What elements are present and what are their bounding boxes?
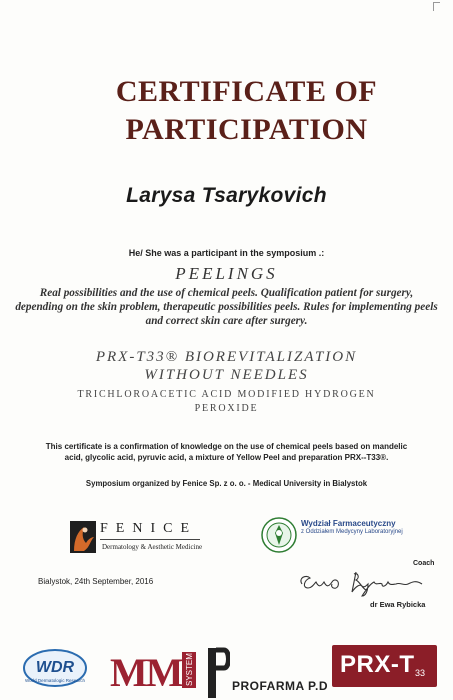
product-subtitle-line1: TRICHLOROACETIC ACID MODIFIED HYDROGEN: [77, 389, 376, 400]
corner-mark: [433, 2, 440, 11]
pharma-wordmark: PROFARMA P.D: [232, 679, 329, 693]
fenice-divider: [100, 539, 200, 540]
topic-description-line: depending on the skin problem, therapeutic possibilities peels. Rules for implementing peels: [15, 301, 438, 313]
fenice-emblem-icon: [70, 521, 98, 555]
faculty-logo: [261, 515, 441, 559]
fenice-subtitle: Dermatology & Aesthetic Medicine: [102, 543, 203, 551]
topic-description: [0, 286, 453, 328]
topic-description-line: and correct skin care after surgery.: [145, 315, 308, 327]
topic-title: PEELINGS: [175, 264, 278, 283]
faculty-subtitle: z Oddziałem Medycyny Laboratoryjnej: [301, 529, 403, 535]
prx-t33-logo: [332, 645, 437, 687]
participant-statement: He/ She was a participant in the symposium .:: [128, 248, 325, 258]
place-and-date: Bialystok, 24th September, 2016: [38, 577, 154, 586]
pharma-emblem-icon: [206, 646, 230, 700]
recipient-name: Larysa Tsarykovich: [126, 184, 327, 207]
prx-suffix: 33: [415, 668, 426, 678]
product-title-line1: PRX-T33® BIOREVITALIZATION: [95, 349, 358, 365]
mm-suffix: SYSTEM: [185, 653, 194, 686]
university-seal-icon: [261, 517, 297, 553]
wdr-wordmark: WDR: [35, 659, 75, 676]
confirmation-line: acid, glycolic acid, pyruvic acid, a mixture of Yellow Peel and preparation PRX--T33®.: [64, 453, 389, 462]
certificate-title-line2: PARTICIPATION: [125, 113, 368, 146]
wdr-subtitle: World Dermatologic Research: [25, 678, 85, 683]
faculty-name: Wydział Farmaceutyczny: [301, 519, 396, 528]
pharma-logo: [206, 646, 329, 700]
product-title-line2: WITHOUT NEEDLES: [144, 367, 309, 383]
certificate-title-line1: CERTIFICATE OF: [115, 75, 378, 108]
confirmation-line: This certificate is a confirmation of knowledge on the use of chemical peels based on mandelic: [45, 442, 408, 451]
coach-label: Coach: [413, 560, 435, 567]
confirmation-text: [0, 441, 453, 463]
fenice-logo: [70, 521, 202, 555]
fenice-wordmark: FENICE: [100, 521, 197, 536]
topic-description-line: Real possibilities and the use of chemical peels. Qualification patient for surgery,: [39, 287, 414, 299]
product-subtitle-line2: PEROXIDE: [194, 403, 259, 414]
mm-system-logo: [110, 648, 198, 692]
coach-name: dr Ewa Rybicka: [370, 600, 426, 609]
wdr-logo: [22, 648, 88, 690]
organizer-statement: Symposium organized by Fenice Sp. z o. o. - Medical University in Bialystok: [85, 479, 368, 488]
mm-wordmark: MM: [110, 650, 182, 692]
prx-wordmark: PRX-T: [340, 651, 415, 678]
coach-signature: [296, 566, 431, 598]
